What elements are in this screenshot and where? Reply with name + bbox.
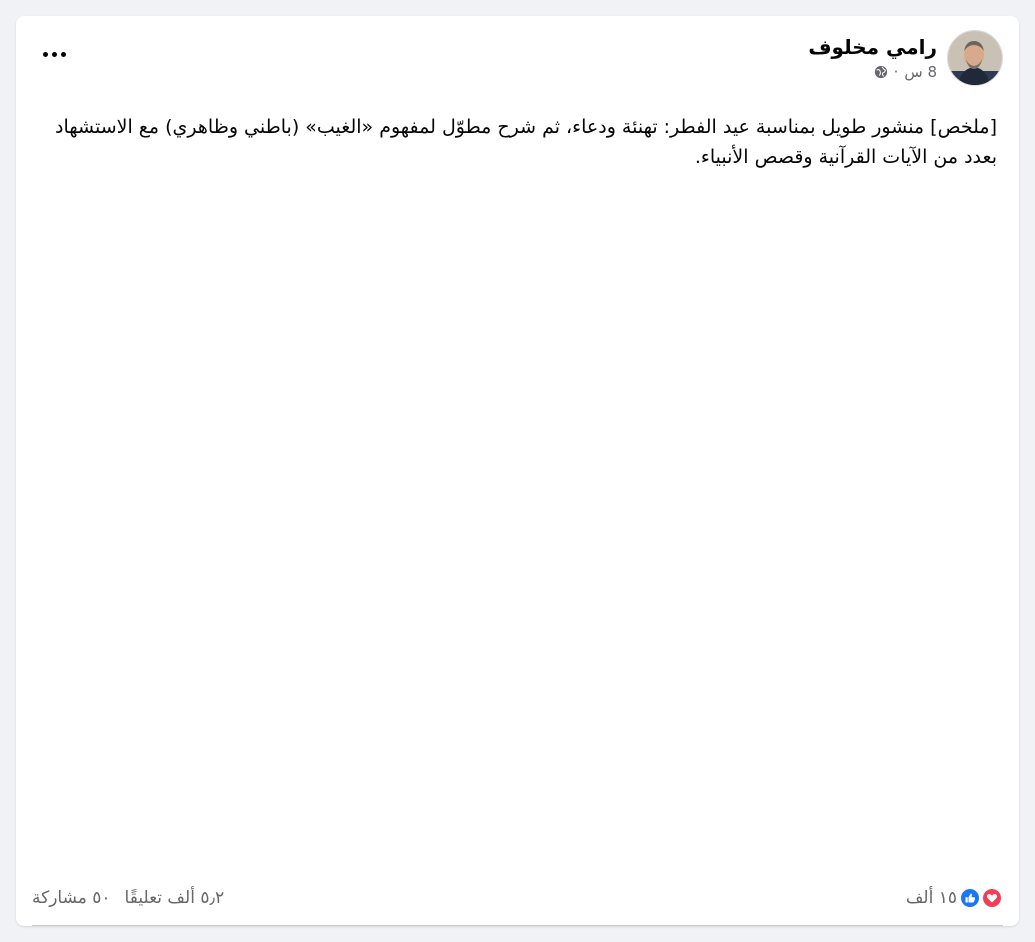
avatar-image: [947, 31, 1002, 86]
comments-count[interactable]: ٥٫٢ ألف تعليقًا: [124, 887, 225, 908]
post-stats: [32, 888, 224, 908]
shares-count[interactable]: ٥٠ مشاركة: [32, 887, 111, 908]
reaction-icons: [963, 887, 1003, 909]
author-avatar[interactable]: [947, 30, 1003, 86]
reactions-summary[interactable]: [906, 887, 1003, 909]
globe-icon[interactable]: [874, 65, 888, 79]
more-dot: [52, 52, 57, 57]
post-card: [16, 16, 1019, 926]
post-subline: [874, 63, 937, 81]
love-icon: [981, 887, 1003, 909]
more-options-icon: [61, 52, 66, 57]
author-name[interactable]: رامي مخلوف: [808, 35, 937, 59]
post-header: [808, 30, 1003, 86]
more-options-button[interactable]: [36, 36, 72, 72]
like-icon: [959, 887, 981, 909]
post-summary: [ملخص] منشور طويل بمناسبة عيد الفطر: تهنئة ودعاء، ثم شرح مطوّل لمفهوم «الغيب» (باطني وظاهري) مع الاستشهاد بعدد من الآيات القرآنية وقصص الأنبياء.: [49, 116, 997, 169]
post-footer: [32, 870, 1003, 926]
post-time[interactable]: 8 س: [904, 63, 937, 81]
separator-dot: ·: [893, 63, 899, 81]
post-meta: [808, 35, 937, 81]
more-dot: [43, 52, 48, 57]
reactions-count: ١٥ ألف: [905, 887, 957, 908]
